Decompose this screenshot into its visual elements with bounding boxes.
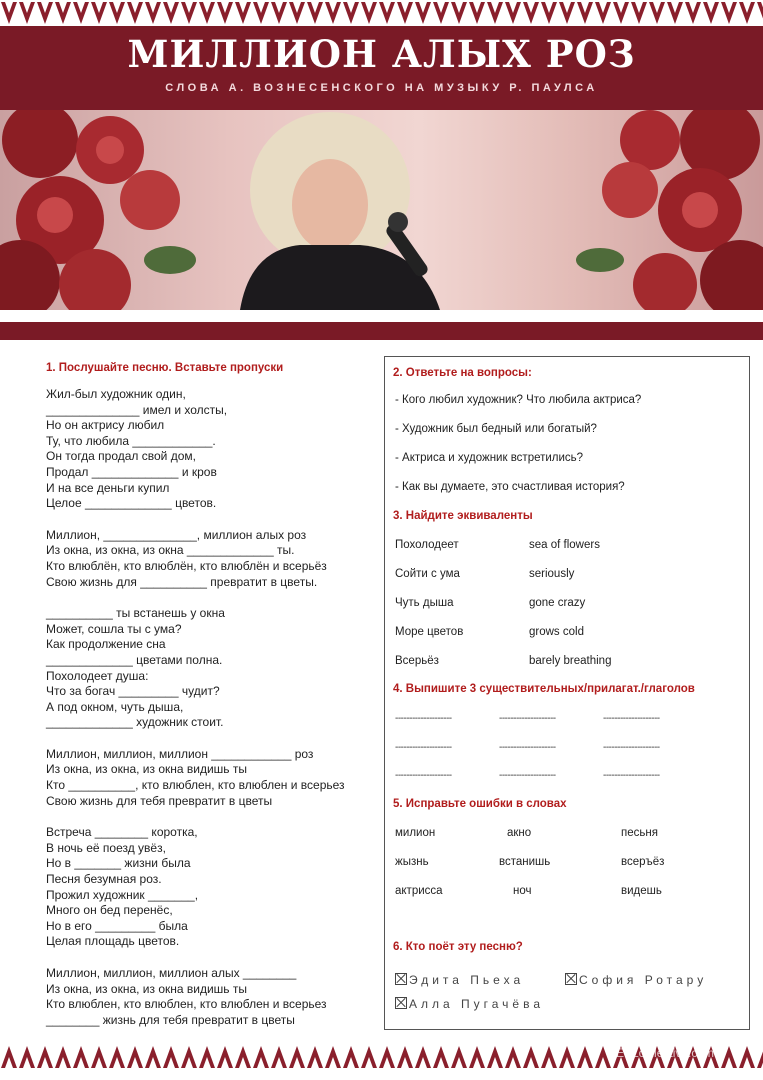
english-phrase: seriously [529,568,575,580]
misspelled-word: акно [507,827,532,839]
lyrics-stanza: Миллион, ______________, миллион алых роз Из окна, из окна, из окна _____________ ты. Кто влюблён, кто влюблён, кто влюблён и всерьёз Свою жизнь для __________ превратит в цветы. [46,527,327,589]
lyrics-stanza: Миллион, миллион, миллион ____________ роз Из окна, из окна, из окна видишь ты Кто __________, кто влюблен, кто влюблен и всерьез Свою жизнь для тебя превратит в цветы [46,746,345,808]
russian-phrase: Сойти с ума [395,568,460,580]
misspelled-word: ноч [513,885,532,897]
lyrics-stanza: Встреча ________ коротка, В ночь её поезд увёз, Но в _______ жизни была Песня безумная роз. Прожил художник _______, Много он бед перенёс, Но в его _________ была Целая площадь цветов. [46,825,199,949]
lyrics-stanza: Миллион, миллион, миллион алых ________ Из окна, из окна, из окна видишь ты Кто влюблен, кто влюблен, кто влюблен и всерьез ________ жизнь для тебя превратит в цветы [46,966,327,1027]
page-title: МИЛЛИОН АЛЫХ РОЗ [127,32,636,76]
russian-phrase: Всерьёз [395,655,439,667]
top-ornament-border [0,0,763,26]
english-phrase: barely breathing [529,655,612,667]
misspelled-word: всеръёз [621,856,665,868]
question-item: - Художник был бедный или богатый? [395,423,597,435]
misspelled-word: видешь [621,885,662,897]
page-subtitle: СЛОВА А. ВОЗНЕСЕНСКОГО НА МУЗЫКУ Р. ПАУЛСА [165,82,598,94]
english-phrase: grows cold [529,626,584,638]
exercise-4-heading: 4. Выпишите 3 существительных/прилагат./глаголов [393,683,695,695]
title-banner [0,26,763,110]
answer-blank[interactable]: -------------------- [603,713,660,724]
answer-blank[interactable]: -------------------- [499,713,556,724]
question-item: - Актриса и художник встретились? [395,452,584,464]
singer-photo [240,112,440,310]
header-photo [0,110,763,310]
misspelled-word: песьня [621,827,658,839]
exercise-1-heading: 1. Послушайте песню. Вставьте пропуски [46,362,284,374]
answer-blank[interactable]: -------------------- [395,713,452,724]
misspelled-word: милион [395,827,436,839]
russian-phrase: Чуть дыша [395,597,454,609]
singer-option-label: Эдита Пьеха [409,973,525,987]
watermark: ESLcollective.com [616,1046,715,1060]
exercise-2-heading: 2. Ответьте на вопросы: [393,367,532,379]
singer-option[interactable] [395,997,544,1011]
lyrics-stanza: __________ ты встанешь у окна Может, сошла ты с ума? Как продолжение сна _____________ цветами полна. Похолодеет душа: Что за богач _________ чудит? А под окном, чуть дыша, _____________ художник стоит. [46,606,225,730]
answer-blank[interactable]: -------------------- [499,770,556,781]
exercises-panel [384,356,750,1030]
singer-option-label: София Ротару [579,973,708,987]
roses-right-image [576,110,763,310]
checkbox-crossed-icon[interactable] [395,973,407,985]
exercise-5-heading: 5. Исправьте ошибки в словах [393,798,567,810]
answer-blank[interactable]: -------------------- [603,742,660,753]
answer-blank[interactable]: -------------------- [499,742,556,753]
misspelled-word: жызнь [395,856,429,868]
answer-blank[interactable]: -------------------- [395,770,452,781]
checkbox-crossed-icon[interactable] [565,973,577,985]
question-item: - Кого любил художник? Что любила актриса? [395,394,642,406]
answer-blank[interactable]: -------------------- [395,742,452,753]
english-phrase: gone crazy [529,597,586,609]
singer-option[interactable] [395,973,524,987]
question-item: - Как вы думаете, это счастливая история? [395,481,625,493]
exercise-6-heading: 6. Кто поёт эту песню? [393,941,523,953]
answer-blank[interactable]: -------------------- [603,770,660,781]
lyrics-stanza: Жил-был художник один, ______________ имел и холсты, Но он актрису любил Ту, что любила ____________. Он тогда продал свой дом, Продал _____________ и кров И на все деньги купил Целое _____________ цветов. [46,387,228,511]
misspelled-word: встанишь [499,856,551,868]
singer-option-label: Алла Пугачёва [409,997,545,1011]
russian-phrase: Море цветов [395,626,464,638]
checkbox-crossed-icon[interactable] [395,997,407,1009]
english-phrase: sea of flowers [529,539,600,551]
singer-option[interactable] [565,973,707,987]
roses-left-image [0,110,196,310]
exercise-1 [46,362,381,1028]
misspelled-word: актрисса [395,885,443,897]
russian-phrase: Похолодеет [395,539,459,551]
exercise-3-heading: 3. Найдите эквиваленты [393,510,533,522]
divider-band [0,322,763,340]
